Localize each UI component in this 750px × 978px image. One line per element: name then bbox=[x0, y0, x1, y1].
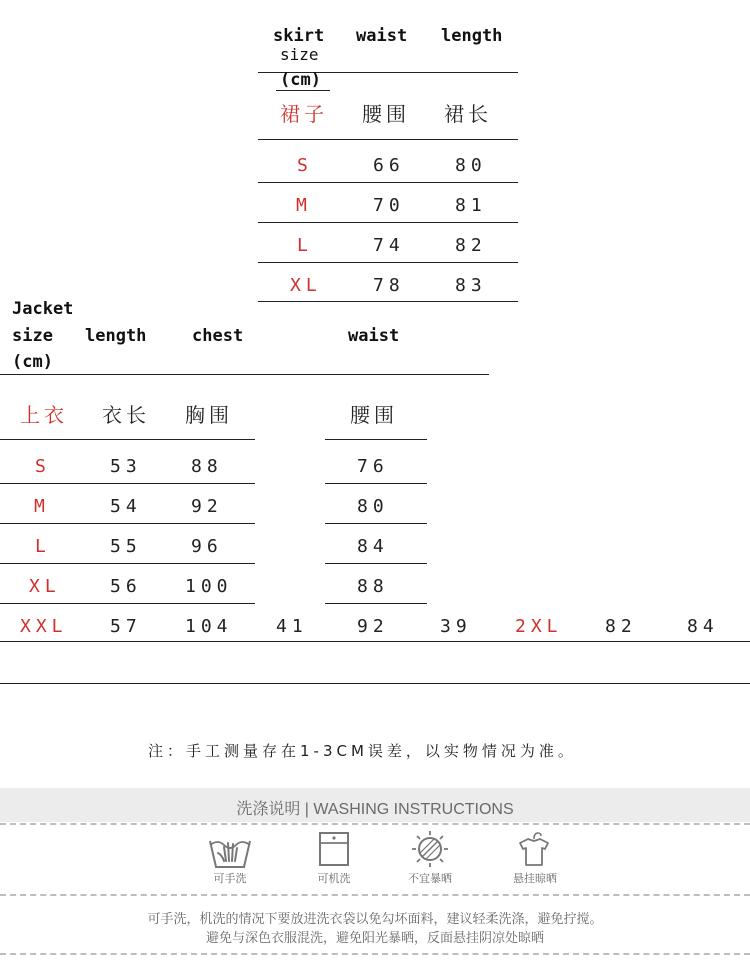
washing-text-line2: 避免与深色衣服混洗，避免阳光暴晒，反面悬挂阴凉处晾晒 bbox=[205, 931, 544, 946]
machine-wash-icon bbox=[318, 831, 350, 867]
jacket-row-waist: 76 bbox=[357, 456, 389, 477]
jacket-row-length: 54 bbox=[110, 496, 142, 517]
skirt-row-size: L bbox=[297, 235, 313, 256]
jacket-header-bottom-rule-left bbox=[0, 439, 255, 440]
jacket-row-rule-right bbox=[325, 563, 427, 564]
jacket-row-chest: 100 bbox=[185, 576, 233, 597]
skirt-row-size: S bbox=[297, 155, 313, 176]
skirt-row-rule bbox=[258, 301, 518, 302]
jacket-size-header: size bbox=[12, 326, 53, 346]
skirt-waist-cn: 腰围 bbox=[362, 102, 410, 126]
skirt-header-bottom-rule bbox=[258, 139, 518, 140]
skirt-row-length: 80 bbox=[455, 155, 487, 176]
no-sun-icon bbox=[410, 829, 450, 869]
jacket-waist-cn: 腰围 bbox=[350, 403, 398, 427]
jacket-row-length: 56 bbox=[110, 576, 142, 597]
jacket-row-size: M bbox=[34, 496, 50, 517]
jacket-row-rule-left bbox=[0, 563, 255, 564]
skirt-size-header-line1: skirt bbox=[273, 26, 325, 46]
jacket-row-length: 55 bbox=[110, 536, 142, 557]
jacket-xxl-rule bbox=[0, 641, 750, 642]
jacket-row-waist: 84 bbox=[357, 536, 389, 557]
washing-divider-bottom bbox=[0, 953, 750, 955]
jacket-chest-header: chest bbox=[192, 326, 244, 346]
jacket-length-cn: 衣长 bbox=[102, 403, 150, 427]
jacket-row-rule-right bbox=[325, 523, 427, 524]
skirt-label-cn: 裙子 bbox=[280, 102, 328, 126]
jacket-row-size: XL bbox=[29, 576, 61, 597]
skirt-row-rule bbox=[258, 182, 518, 183]
jacket-xxl-size: XXL bbox=[20, 616, 68, 637]
jacket-xxl-v2: 84 bbox=[687, 616, 719, 637]
jacket-unit-header: (cm) bbox=[12, 352, 53, 372]
jacket-row-waist: 88 bbox=[357, 576, 389, 597]
jacket-row-length: 53 bbox=[110, 456, 142, 477]
hand-wash-icon bbox=[206, 831, 254, 871]
jacket-xxl-chest: 104 bbox=[185, 616, 233, 637]
skirt-row-rule bbox=[258, 262, 518, 263]
skirt-row-length: 81 bbox=[455, 195, 487, 216]
jacket-xxl-extra1: 41 bbox=[276, 616, 308, 637]
jacket-header-rule bbox=[0, 374, 489, 375]
skirt-row-size: M bbox=[296, 195, 312, 216]
jacket-xxl-waist: 92 bbox=[357, 616, 389, 637]
jacket-row-rule-left bbox=[0, 603, 255, 604]
skirt-length-cn: 裙长 bbox=[444, 102, 492, 126]
skirt-row-waist: 78 bbox=[373, 275, 405, 296]
jacket-row-size: S bbox=[35, 456, 51, 477]
jacket-xxl-v1: 82 bbox=[605, 616, 637, 637]
jacket-row-size: L bbox=[35, 536, 51, 557]
jacket-header-bottom-rule-right bbox=[325, 439, 427, 440]
jacket-row-chest: 92 bbox=[191, 496, 223, 517]
measurement-note: 注：手工测量存在1-3CM误差，以实物情况为准。 bbox=[148, 742, 577, 760]
jacket-xxl-size2: 2XL bbox=[515, 616, 563, 637]
hand-wash-label: 可手洗 bbox=[213, 872, 247, 885]
jacket-row-rule-left bbox=[0, 483, 255, 484]
skirt-row-rule bbox=[258, 222, 518, 223]
jacket-title: Jacket bbox=[12, 299, 74, 319]
skirt-header-rule-right bbox=[330, 72, 518, 73]
hang-dry-icon bbox=[514, 829, 554, 869]
jacket-length-header: length bbox=[85, 326, 147, 346]
hang-dry-label: 悬挂晾晒 bbox=[513, 872, 557, 885]
jacket-waist-header: waist bbox=[348, 326, 400, 346]
washing-text-line1: 可手洗，机洗的情况下要放进洗衣袋以免勾坏面料，建议轻柔洗涤，避免拧搅。 bbox=[147, 912, 603, 927]
jacket-xxl-extra2: 39 bbox=[440, 616, 472, 637]
skirt-row-waist: 70 bbox=[373, 195, 405, 216]
jacket-row-rule-right bbox=[325, 483, 427, 484]
jacket-row-rule-right bbox=[325, 603, 427, 604]
jacket-row-chest: 96 bbox=[191, 536, 223, 557]
skirt-unit-underline bbox=[276, 90, 330, 91]
jacket-chest-cn: 胸围 bbox=[185, 403, 233, 427]
jacket-row-chest: 88 bbox=[191, 456, 223, 477]
washing-title: 洗涤说明 | WASHING INSTRUCTIONS bbox=[236, 801, 514, 818]
skirt-size-header-line2: size bbox=[280, 45, 319, 64]
jacket-row-rule-left bbox=[0, 523, 255, 524]
skirt-row-length: 83 bbox=[455, 275, 487, 296]
jacket-row-waist: 80 bbox=[357, 496, 389, 517]
jacket-bottom-rule bbox=[0, 683, 750, 684]
skirt-row-waist: 74 bbox=[373, 235, 405, 256]
skirt-length-header: length bbox=[441, 26, 503, 46]
skirt-unit-header: (cm) bbox=[280, 70, 321, 90]
skirt-waist-header: waist bbox=[356, 26, 408, 46]
washing-divider-top bbox=[0, 823, 750, 825]
machine-wash-label: 可机洗 bbox=[317, 872, 351, 885]
jacket-label-cn: 上衣 bbox=[20, 403, 68, 427]
jacket-xxl-length: 57 bbox=[110, 616, 142, 637]
washing-divider-middle bbox=[0, 894, 750, 896]
no-sun-label: 不宜暴晒 bbox=[408, 872, 452, 885]
skirt-row-waist: 66 bbox=[373, 155, 405, 176]
skirt-row-length: 82 bbox=[455, 235, 487, 256]
skirt-row-size: XL bbox=[290, 275, 322, 296]
